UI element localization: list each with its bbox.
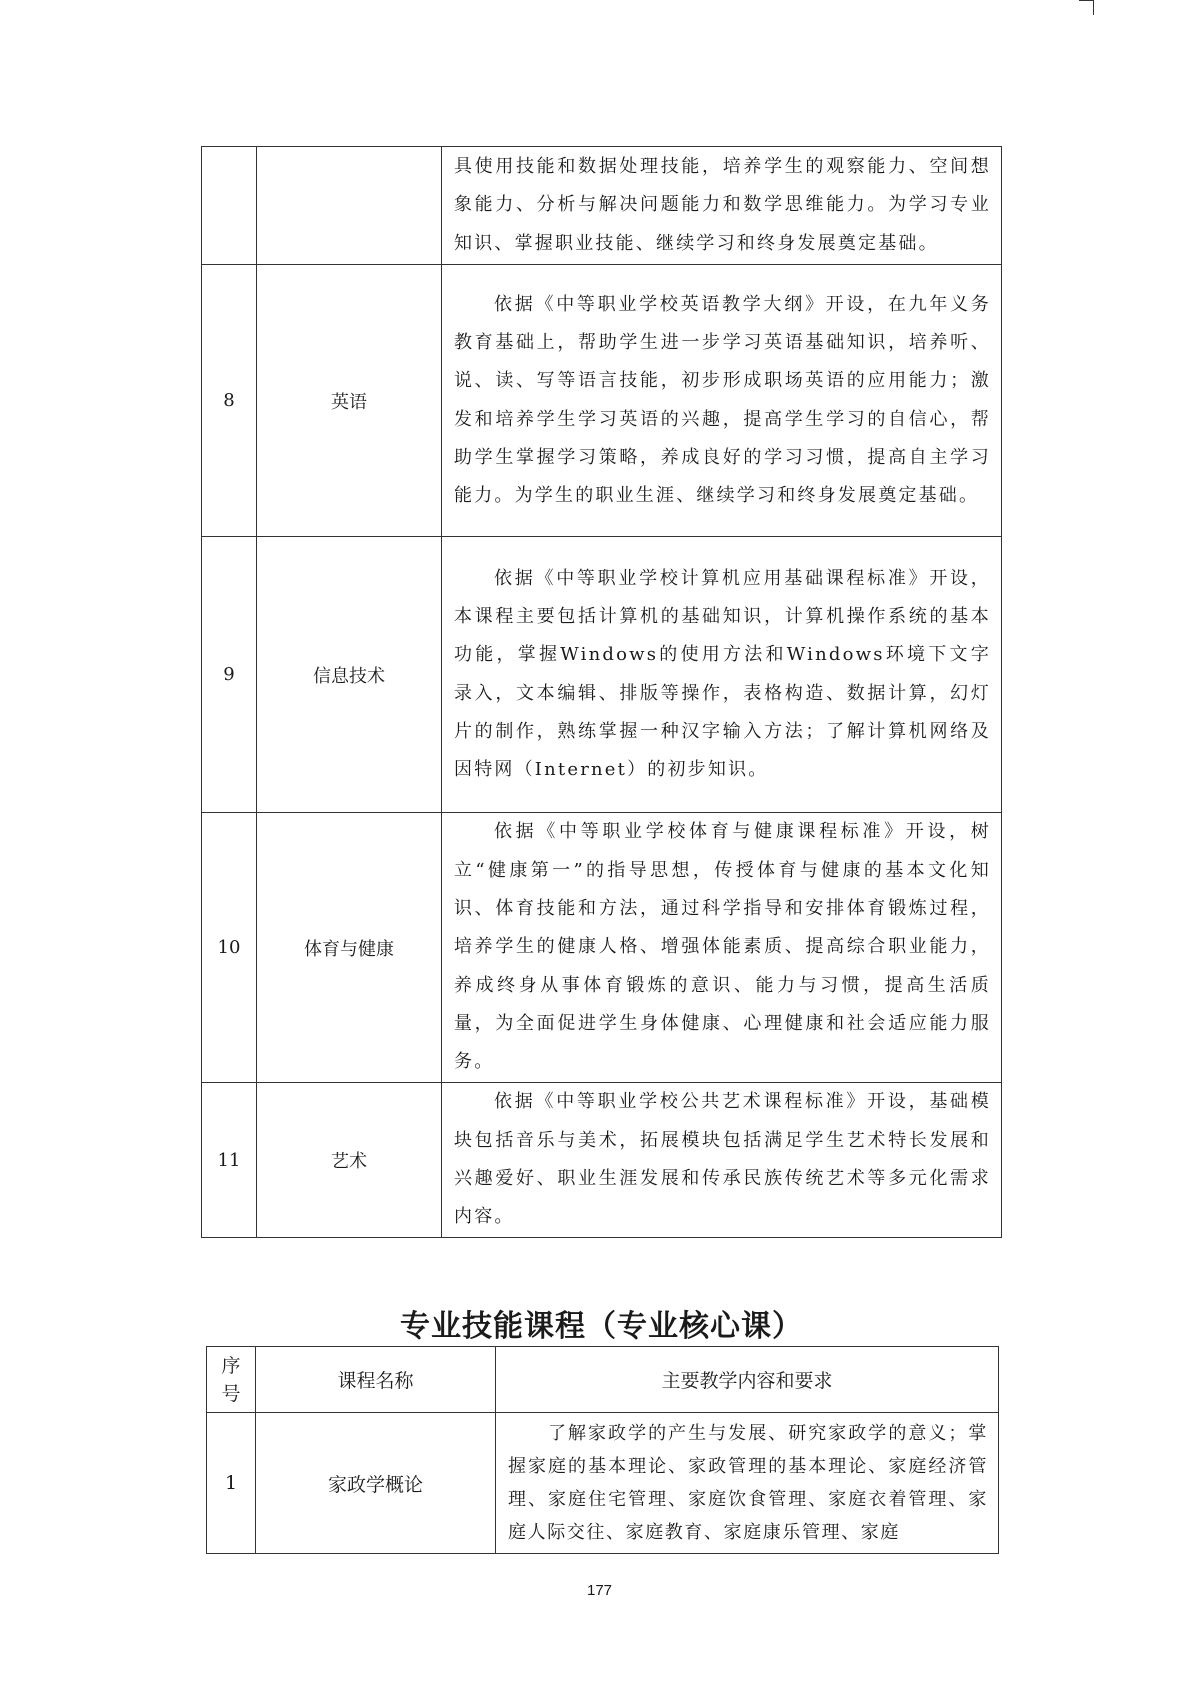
row-number: 8 [202,265,257,537]
general-courses-table [201,146,1002,1238]
course-name: 信息技术 [257,537,442,813]
crop-mark [1079,0,1094,15]
course-name: 家政学概论 [256,1413,496,1554]
table-row [202,537,1002,813]
course-description [442,537,1002,813]
page-number: 177 [586,1582,613,1599]
table-header-row [207,1347,999,1413]
description-text: 依据《中等职业学校体育与健康课程标准》开设，树立“健康第一”的指导思想，传授体育与健康的基本文化知识、体育技能和方法，通过科学指导和安排体育锻炼过程，培养学生的健康人格、增强体能素质、提高综合职业能力，养成终身从事体育锻炼的意识、能力与习惯，提高生活质量，为全面促进学生身体健康、心理健康和社会适应能力服务。 [454,821,991,1073]
description-text: 了解家政学的产生与发展、研究家政学的意义；掌握家庭的基本理论、家政管理的基本理论、家庭经济管理、家庭住宅管理、家庭饮食管理、家庭衣着管理、家庭人际交往、家庭教育、家庭康乐管理、家庭 [508,1423,988,1543]
course-description [442,147,1002,265]
course-description [442,1083,1002,1238]
description-text: 依据《中等职业学校计算机应用基础课程标准》开设，本课程主要包括计算机的基础知识，计算机操作系统的基本功能，掌握Windows的使用方法和Windows环境下文字录入，文本编辑、排版等操作，表格构造、数据计算，幻灯片的制作，熟练掌握一种汉字输入方法；了解计算机网络及因特网（Internet）的初步知识。 [454,567,991,781]
header-content: 主要教学内容和要求 [496,1347,999,1413]
row-number: 1 [207,1413,256,1554]
table-row [202,147,1002,265]
row-number: 11 [202,1083,257,1238]
header-number-line2: 号 [221,1382,241,1405]
table-row [202,1083,1002,1238]
table-row [202,265,1002,537]
table-row [202,813,1002,1083]
course-name: 英语 [257,265,442,537]
header-number-line1: 序 [221,1354,241,1377]
header-number [207,1347,256,1413]
core-courses-table [206,1346,999,1554]
course-description [442,265,1002,537]
description-text: 具使用技能和数据处理技能，培养学生的观察能力、空间想象能力、分析与解决问题能力和数学思维能力。为学习专业知识、掌握职业技能、继续学习和终身发展奠定基础。 [454,156,991,254]
row-number: 9 [202,537,257,813]
description-text: 依据《中等职业学校公共艺术课程标准》开设，基础模块包括音乐与美术，拓展模块包括满足学生艺术特长发展和兴趣爱好、职业生涯发展和传承民族传统艺术等多元化需求内容。 [454,1091,991,1228]
table-row [207,1413,999,1554]
description-text: 依据《中等职业学校英语教学大纲》开设，在九年义务教育基础上，帮助学生进一步学习英语基础知识，培养听、说、读、写等语言技能，初步形成职场英语的应用能力；激发和培养学生学习英语的兴趣，提高学生学习的自信心，帮助学生掌握学习策略，养成良好的学习习惯，提高自主学习能力。为学生的职业生涯、继续学习和终身发展奠定基础。 [454,293,991,507]
course-name [257,147,442,265]
section-title: 专业技能课程（专业核心课） [400,1309,803,1344]
row-number: 10 [202,813,257,1083]
course-description [496,1413,999,1554]
row-number [202,147,257,265]
course-name: 体育与健康 [257,813,442,1083]
header-course-name: 课程名称 [256,1347,496,1413]
course-name: 艺术 [257,1083,442,1238]
course-description [442,813,1002,1083]
